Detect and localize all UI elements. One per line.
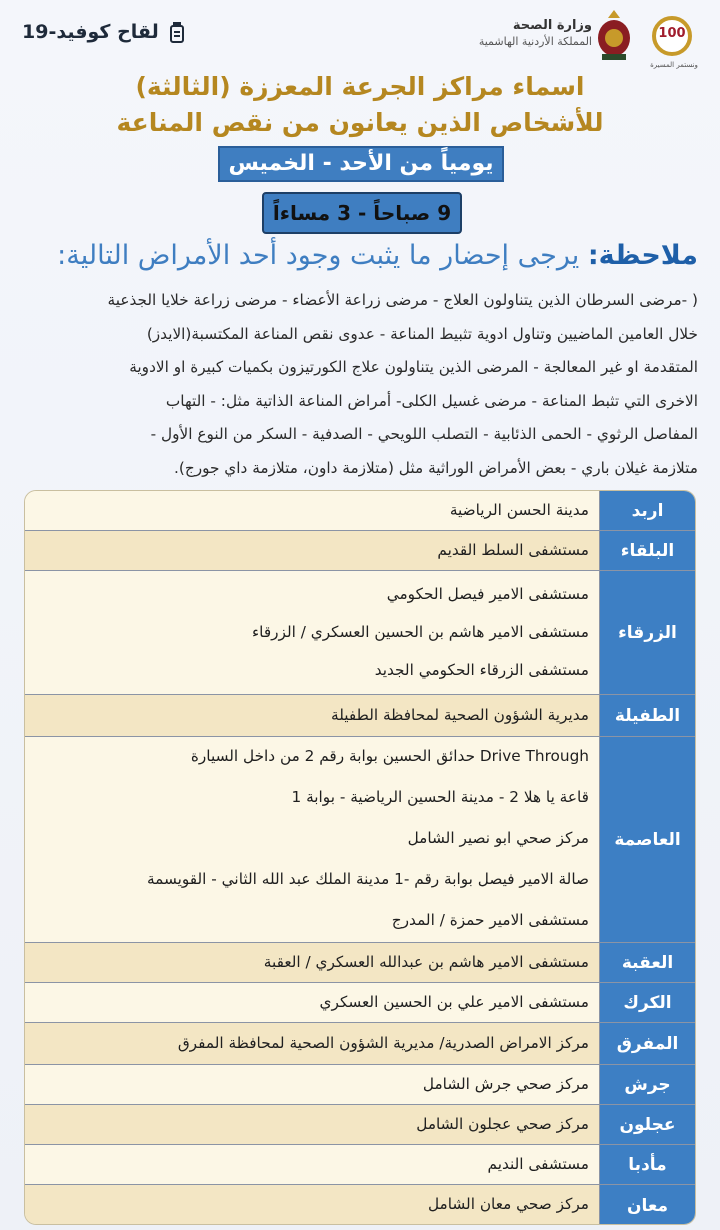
governorate-cell: الكرك — [599, 983, 695, 1022]
center-name: مستشفى النديم — [487, 1155, 589, 1173]
vaccine-icon — [167, 20, 187, 44]
centers-cell — [25, 571, 599, 694]
note-line: ( -مرضى السرطان الذين يتناولون العلاج - مرضى زراعة الأعضاء - مرضى زراعة خلايا الجذعية — [107, 291, 698, 309]
table-row — [25, 1185, 695, 1225]
centers-cell — [25, 531, 599, 570]
centers-cell — [25, 737, 599, 942]
table-row — [25, 1065, 695, 1105]
centenary-logo — [646, 12, 702, 68]
table-row — [25, 943, 695, 983]
center-name: مركز صحي معان الشامل — [427, 1195, 589, 1213]
centenary-caption: ونستمر المسيرة — [650, 61, 698, 69]
center-name: مستشفى الامير علي بن الحسين العسكري — [319, 993, 589, 1011]
centers-cell — [25, 695, 599, 736]
center-name: مستشفى الامير حمزة / المدرج — [391, 911, 589, 929]
note-paragraph — [22, 284, 698, 485]
kingdom-name: المملكة الأردنية الهاشمية — [478, 35, 592, 48]
center-name: مستشفى الامير هاشم بن الحسين العسكري / الزرقاء — [251, 623, 589, 641]
note-heading — [22, 240, 698, 271]
center-name: صالة الامير فيصل بوابة رقم -1 مدينة الملك عبد الله الثاني - القويسمة — [146, 870, 589, 888]
header — [0, 0, 720, 72]
governorate-cell: المفرق — [599, 1023, 695, 1064]
centers-table — [24, 490, 696, 1225]
table-row — [25, 531, 695, 571]
note-line: المفاصل الرثوي - الحمى الذئابية - التصلب اللويحي - الصدفية - السكر من النوع الأول - — [150, 425, 698, 443]
campaign-title-text: لقاح كوفيد-19 — [22, 21, 159, 43]
center-name: مستشفى الامير فيصل الحكومي — [386, 585, 589, 603]
center-name: مركز صحي جرش الشامل — [422, 1075, 589, 1093]
ministry-block — [442, 18, 592, 48]
title-line-1: اسماء مراكز الجرعة المعززة (الثالثة) — [135, 72, 585, 101]
title-line-2: للأشخاص الذين يعانون من نقص المناعة — [116, 108, 604, 137]
centenary-number: 100 — [658, 26, 686, 41]
table-row — [25, 1023, 695, 1065]
center-name: مستشفى السلط القديم — [437, 541, 589, 559]
schedule-days: يومياً من الأحد - الخميس — [218, 146, 504, 182]
governorate-cell: معان — [599, 1185, 695, 1225]
governorate-cell: عجلون — [599, 1105, 695, 1144]
governorate-cell: الزرقاء — [599, 571, 695, 694]
center-name: حدائق الحسين بوابة رقم 2 من داخل السيارة Drive Through — [190, 747, 589, 765]
table-row — [25, 1105, 695, 1145]
center-name: مديرية الشؤون الصحية لمحافظة الطفيلة — [331, 706, 589, 724]
table-row — [25, 737, 695, 943]
table-row — [25, 491, 695, 531]
crest-icon — [594, 8, 634, 64]
governorate-cell: اربد — [599, 491, 695, 530]
center-name: مستشفى الامير هاشم بن عبدالله العسكري / العقبة — [263, 953, 589, 971]
note-label: ملاحظة: — [587, 240, 698, 271]
governorate-cell: البلقاء — [599, 531, 695, 570]
centers-cell — [25, 983, 599, 1022]
governorate-cell: جرش — [599, 1065, 695, 1104]
centers-cell — [25, 1145, 599, 1184]
note-line: المتقدمة او غير المعالجة - المرضى الذين يتناولون علاج الكورتيزون بكميات كبيرة او الادوية — [129, 358, 698, 376]
center-name: مركز صحي عجلون الشامل — [416, 1115, 589, 1133]
center-name: مركز الامراض الصدرية/ مديرية الشؤون الصحية لمحافظة المفرق — [177, 1034, 589, 1052]
table-row — [25, 983, 695, 1023]
governorate-cell: مأدبا — [599, 1145, 695, 1184]
ministry-name: وزارة الصحة — [512, 18, 592, 33]
table-row — [25, 571, 695, 695]
note-line: الاخرى التي تثبط المناعة - مرضى غسيل الكلى- أمراض المناعة الذاتية مثل: - التهاب — [165, 391, 698, 410]
table-row — [25, 695, 695, 737]
centers-cell — [25, 1065, 599, 1104]
center-name: قاعة يا هلا 2 - مدينة الحسين الرياضية - بوابة 1 — [291, 788, 589, 806]
center-name: مدينة الحسن الرياضية — [449, 501, 589, 519]
centers-cell — [25, 1185, 599, 1225]
table-row — [25, 1145, 695, 1185]
center-name: مستشفى الزرقاء الحكومي الجديد — [374, 661, 589, 679]
centers-cell — [25, 1105, 599, 1144]
governorate-cell: العقبة — [599, 943, 695, 982]
note-text: يرجى إحضار ما يثبت وجود أحد الأمراض التالية: — [57, 240, 580, 271]
governorate-cell: الطفيلة — [599, 695, 695, 736]
note-line: متلازمة غيلان باري - بعض الأمراض الوراثية مثل (متلازمة داون، متلازمة داي جورج). — [173, 458, 698, 477]
campaign-title — [22, 20, 187, 44]
note-line: خلال العامين الماضيين وتناول ادوية تثبيط المناعة - عدوى نقص المناعة المكتسبة(الايدز) — [146, 324, 698, 343]
schedule-hours: 9 صباحاً - 3 مساءاً — [262, 192, 462, 234]
governorate-cell: العاصمة — [599, 737, 695, 942]
centers-cell — [25, 491, 599, 530]
centers-cell — [25, 943, 599, 982]
centers-cell — [25, 1023, 599, 1064]
center-name: مركز صحي ابو نصير الشامل — [407, 829, 589, 847]
